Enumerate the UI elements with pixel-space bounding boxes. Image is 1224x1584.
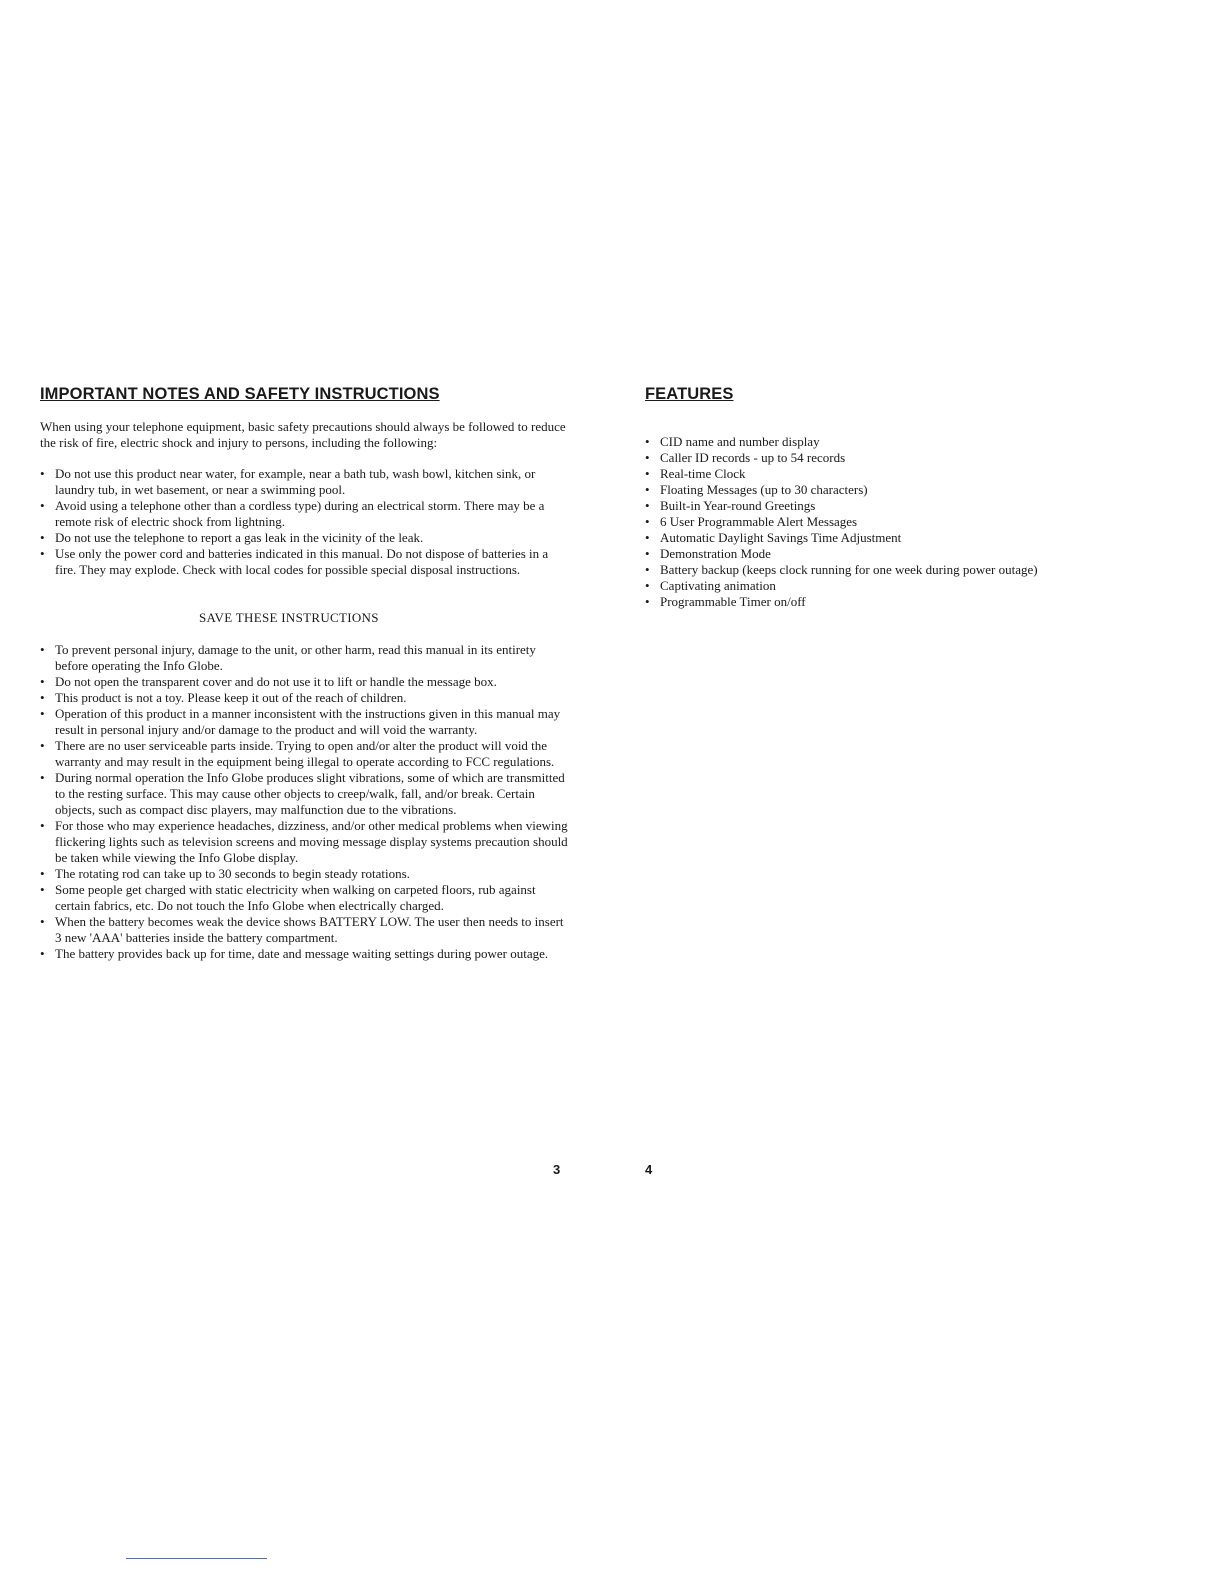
safety-list-usage bbox=[38, 642, 568, 962]
safety-item bbox=[38, 690, 568, 706]
safety-item bbox=[38, 914, 568, 946]
feature-item-text: Real-time Clock bbox=[660, 466, 746, 481]
save-instructions-note: SAVE THESE INSTRUCTIONS bbox=[199, 610, 379, 625]
bullet-icon: • bbox=[645, 482, 650, 497]
safety-item-text: Do not use this product near water, for example, near a bath tub, wash bowl, kitchen sink, or laundry tub, in wet basement, or near a swimming pool. bbox=[55, 466, 536, 497]
feature-item bbox=[643, 578, 1203, 594]
bullet-icon: • bbox=[645, 514, 650, 529]
feature-item-text: CID name and number display bbox=[660, 434, 820, 449]
safety-item-text: Avoid using a telephone other than a cordless type) during an electrical storm. There may be a remote risk of electric shock from lightning. bbox=[55, 498, 545, 529]
safety-item bbox=[38, 738, 568, 770]
bullet-icon: • bbox=[40, 642, 45, 657]
safety-item-text: Do not use the telephone to report a gas leak in the vicinity of the leak. bbox=[55, 530, 424, 545]
bullet-icon: • bbox=[645, 530, 650, 545]
safety-item bbox=[38, 546, 568, 578]
bullet-icon: • bbox=[40, 882, 45, 897]
bullet-icon: • bbox=[40, 866, 45, 881]
feature-item-text: Programmable Timer on/off bbox=[660, 594, 806, 609]
safety-intro: When using your telephone equipment, basic safety precautions should always be followed to reduce the risk of fire, electric shock and injury to persons, including the following: bbox=[40, 419, 566, 450]
safety-item bbox=[38, 818, 568, 866]
feature-item-text: Captivating animation bbox=[660, 578, 776, 593]
bullet-icon: • bbox=[40, 674, 45, 689]
bullet-icon: • bbox=[40, 466, 45, 481]
safety-item-text: During normal operation the Info Globe produces slight vibrations, some of which are transmitted to the resting surface. This may cause other objects to creep/walk, fall, and/or break. Certain objects, such as compact disc players, may malfunction due to the vibrations. bbox=[55, 770, 565, 817]
bullet-icon: • bbox=[40, 706, 45, 721]
feature-item bbox=[643, 594, 1203, 610]
feature-item bbox=[643, 562, 1203, 578]
safety-item bbox=[38, 466, 568, 498]
bullet-icon: • bbox=[645, 578, 650, 593]
feature-item-text: Demonstration Mode bbox=[660, 546, 771, 561]
safety-heading: IMPORTANT NOTES AND SAFETY INSTRUCTIONS bbox=[40, 385, 440, 403]
feature-item-text: Built-in Year-round Greetings bbox=[660, 498, 816, 513]
feature-item bbox=[643, 466, 1203, 482]
bullet-icon: • bbox=[40, 818, 45, 833]
safety-item bbox=[38, 866, 568, 882]
feature-item-text: Caller ID records - up to 54 records bbox=[660, 450, 846, 465]
feature-item bbox=[643, 434, 1203, 450]
bullet-icon: • bbox=[645, 562, 650, 577]
safety-item-text: For those who may experience headaches, dizziness, and/or other medical problems when viewing flickering lights such as television screens and moving message display systems precaution should be taken while viewing the Info Globe display. bbox=[55, 818, 568, 865]
safety-item bbox=[38, 882, 568, 914]
feature-item-text: Automatic Daylight Savings Time Adjustment bbox=[660, 530, 902, 545]
safety-item bbox=[38, 642, 568, 674]
safety-item-text: There are no user serviceable parts inside. Trying to open and/or alter the product will void the warranty and may result in the equipment being illegal to operate according to FCC regulations. bbox=[55, 738, 555, 769]
bullet-icon: • bbox=[645, 594, 650, 609]
bullet-icon: • bbox=[40, 946, 45, 961]
bullet-icon: • bbox=[645, 546, 650, 561]
bullet-icon: • bbox=[40, 546, 45, 561]
safety-item-text: When the battery becomes weak the device shows BATTERY LOW. The user then needs to insert 3 new 'AAA' batteries inside the battery compartment. bbox=[55, 914, 564, 945]
bullet-icon: • bbox=[40, 770, 45, 785]
safety-item bbox=[38, 674, 568, 690]
features-list bbox=[643, 434, 1203, 610]
safety-item bbox=[38, 706, 568, 738]
bottom-divider-line bbox=[126, 1558, 267, 1559]
feature-item bbox=[643, 546, 1203, 562]
feature-item-text: Battery backup (keeps clock running for one week during power outage) bbox=[660, 562, 1038, 577]
bullet-icon: • bbox=[40, 914, 45, 929]
feature-item bbox=[643, 530, 1203, 546]
safety-item bbox=[38, 770, 568, 818]
bullet-icon: • bbox=[645, 434, 650, 449]
bullet-icon: • bbox=[645, 450, 650, 465]
safety-item-text: Some people get charged with static electricity when walking on carpeted floors, rub against certain fabrics, etc. Do not touch the Info Globe when electrically charged. bbox=[55, 882, 536, 913]
bullet-icon: • bbox=[40, 530, 45, 545]
feature-item bbox=[643, 514, 1203, 530]
bullet-icon: • bbox=[40, 498, 45, 513]
page-number-right: 4 bbox=[645, 1162, 653, 1177]
bullet-icon: • bbox=[645, 466, 650, 481]
safety-item-text: To prevent personal injury, damage to the unit, or other harm, read this manual in its entirety before operating the Info Globe. bbox=[55, 642, 536, 673]
bullet-icon: • bbox=[645, 498, 650, 513]
feature-item bbox=[643, 450, 1203, 466]
feature-item-text: 6 User Programmable Alert Messages bbox=[660, 514, 858, 529]
bullet-icon: • bbox=[40, 690, 45, 705]
safety-item bbox=[38, 498, 568, 530]
safety-item-text: The rotating rod can take up to 30 seconds to begin steady rotations. bbox=[55, 866, 410, 881]
safety-item bbox=[38, 530, 568, 546]
safety-item-text: This product is not a toy. Please keep it out of the reach of children. bbox=[55, 690, 407, 705]
feature-item-text: Floating Messages (up to 30 characters) bbox=[660, 482, 868, 497]
bullet-icon: • bbox=[40, 738, 45, 753]
feature-item bbox=[643, 482, 1203, 498]
safety-item-text: Do not open the transparent cover and do not use it to lift or handle the message box. bbox=[55, 674, 497, 689]
safety-item bbox=[38, 946, 568, 962]
safety-item-text: Operation of this product in a manner inconsistent with the instructions given in this manual may result in personal injury and/or damage to the product and will void the warranty. bbox=[55, 706, 561, 737]
safety-item-text: The battery provides back up for time, date and message waiting settings during power outage. bbox=[55, 946, 549, 961]
page-number-left: 3 bbox=[553, 1162, 561, 1177]
safety-list-general bbox=[38, 466, 568, 578]
features-heading: FEATURES bbox=[645, 385, 734, 403]
feature-item bbox=[643, 498, 1203, 514]
safety-item-text: Use only the power cord and batteries indicated in this manual. Do not dispose of batteries in a fire. They may explode. Check with local codes for possible special disposal instructions. bbox=[55, 546, 549, 577]
